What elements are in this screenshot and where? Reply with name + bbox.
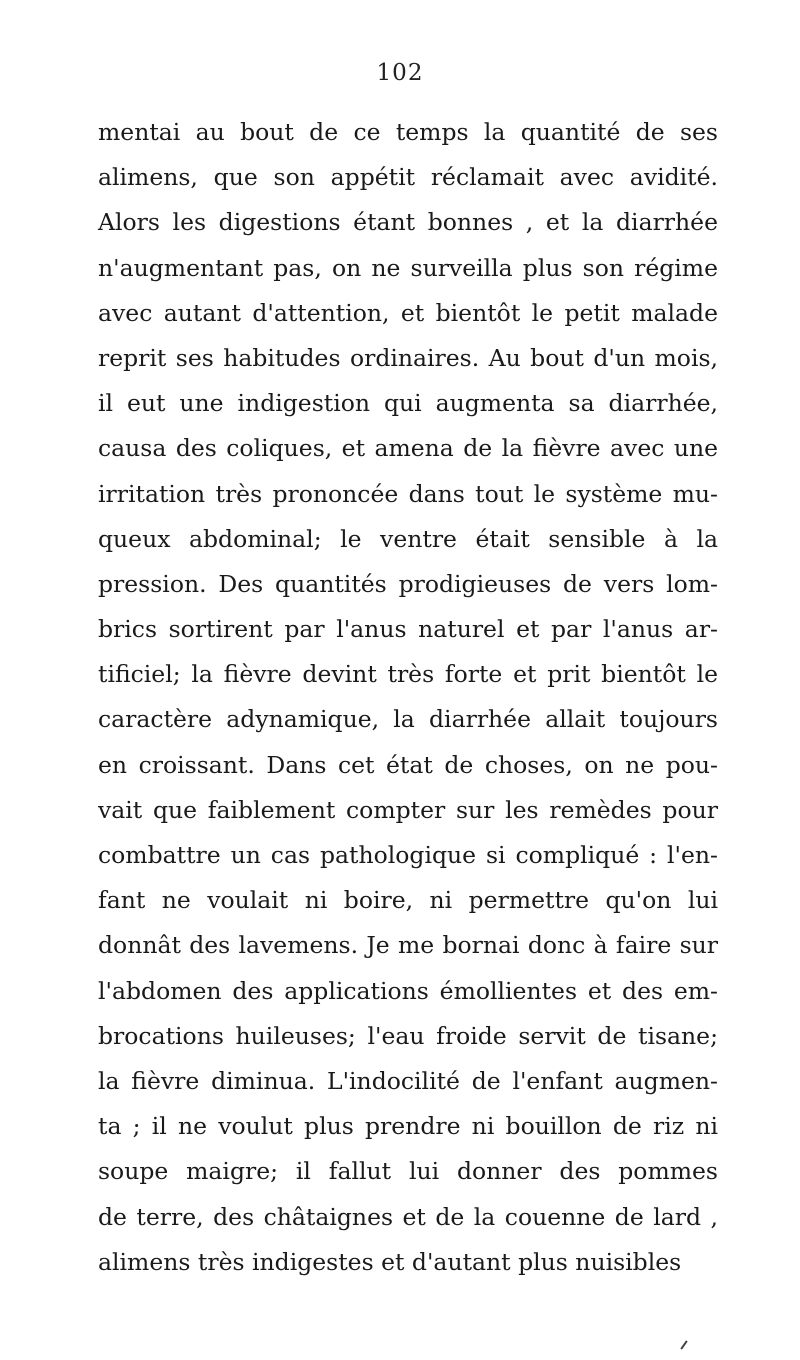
text-line: vait que faiblement compter sur les remèdes pour xyxy=(98,795,718,824)
text-line: Alors les digestions étant bonnes , et la diarrhée xyxy=(98,208,718,237)
text-line: alimens, que son appétit réclamait avec avidité. xyxy=(98,163,718,192)
text-line: mentai au bout de ce temps la quantité de ses xyxy=(98,118,718,146)
text-line: en croissant. Dans cet état de choses, on ne pou- xyxy=(98,750,718,779)
text-line: de terre, des châtaignes et de la couenne de lard , xyxy=(98,1202,718,1231)
text-line: tificiel; la fièvre devint très forte et prit bientôt le xyxy=(98,660,718,689)
text-line: combattre un cas pathologique si compliqué : l'en- xyxy=(98,841,718,869)
text-line: pression. Des quantités prodigieuses de vers lom- xyxy=(98,569,718,598)
text-line: il eut une indigestion qui augmenta sa diarrhée, xyxy=(98,389,718,418)
text-line: soupe maigre; il fallut lui donner des pommes xyxy=(98,1157,718,1186)
text-line: alimens très indigestes et d'autant plus nuisibles xyxy=(98,1247,682,1276)
text-line: ta ; il ne voulut plus prendre ni bouillon de riz ni xyxy=(98,1112,718,1141)
body-text xyxy=(98,110,718,1285)
text-line: n'augmentant pas, on ne surveilla plus son régime xyxy=(98,253,718,282)
text-line: donnât des lavemens. Je me bornai donc à faire sur xyxy=(98,931,718,960)
text-line: l'abdomen des applications émollientes et des em- xyxy=(98,976,718,1005)
text-line: avec autant d'attention, et bientôt le petit malade xyxy=(98,298,718,327)
text-line: irritation très prononcée dans tout le système mu- xyxy=(98,479,718,508)
text-line: la fièvre diminua. L'indocilité de l'enfant augmen- xyxy=(98,1066,718,1095)
text-line: fant ne voulait ni boire, ni permettre qu'on lui xyxy=(98,886,718,915)
text-line: causa des coliques, et amena de la fièvre avec une xyxy=(98,434,718,463)
text-line: reprit ses habitudes ordinaires. Au bout d'un mois, xyxy=(98,343,718,372)
text-line: queux abdominal; le ventre était sensible à la xyxy=(98,524,718,553)
page-number: 102 xyxy=(376,60,424,86)
ink-mark xyxy=(680,1340,687,1349)
text-line: brics sortirent par l'anus naturel et par l'anus ar- xyxy=(98,615,718,644)
text-line: brocations huileuses; l'eau froide servit de tisane; xyxy=(98,1021,718,1050)
text-line: caractère adynamique, la diarrhée allait toujours xyxy=(98,705,718,734)
